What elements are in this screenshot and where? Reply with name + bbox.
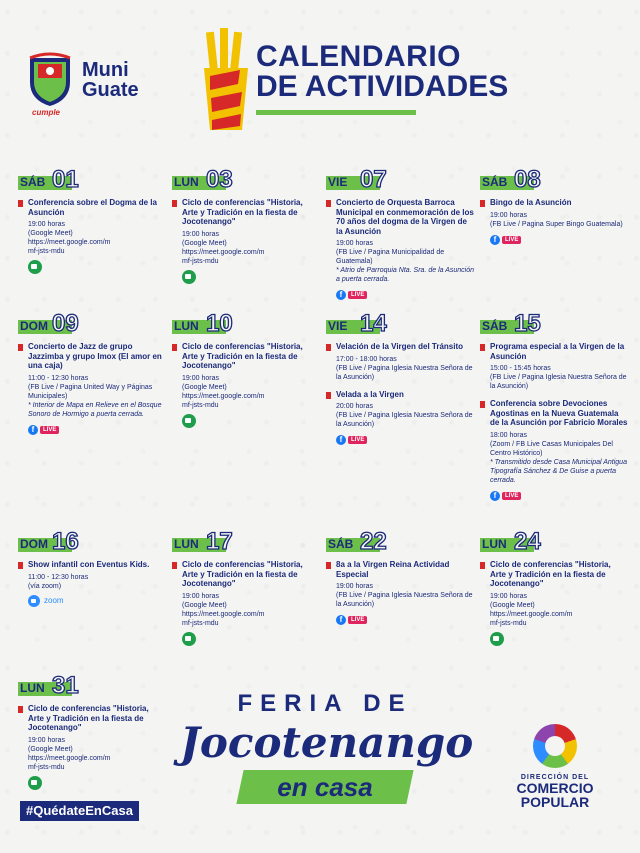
event-detail-line: * Interior de Mapa en Relieve en el Bosque Sonoro de Hormigo a puerta cerrada. xyxy=(28,401,162,418)
muniguate-shield-icon xyxy=(26,52,74,108)
event-detail-line: https://meet.google.com/m xyxy=(28,239,111,246)
brand-cumple: cumple xyxy=(32,108,61,117)
event-title: Velada a la Virgen xyxy=(336,389,404,399)
event-item xyxy=(326,342,474,382)
event-item xyxy=(18,704,166,795)
dcp-line3: POPULAR xyxy=(520,794,590,810)
event-detail-line: 19:00 horas xyxy=(490,211,527,219)
live-label: LIVE xyxy=(348,436,367,444)
event-details xyxy=(336,239,474,284)
event-item xyxy=(326,198,474,302)
event-item xyxy=(18,198,166,279)
bullet-marker xyxy=(172,344,177,351)
google-meet-icon xyxy=(182,270,196,284)
event-detail-line: mf-jsts-mdu xyxy=(182,257,219,265)
day-block xyxy=(18,166,166,279)
event-detail-line: 11:00 - 12:30 horas xyxy=(28,374,89,382)
event-title: Ciclo de conferencias "Historia, Arte y Tradición en la fiesta de Jocotenango" xyxy=(28,704,149,732)
bullet-marker xyxy=(18,706,23,713)
event-detail-line: 19:00 horas xyxy=(28,221,65,228)
event-detail-line: 20:00 horas xyxy=(336,403,373,410)
day-label: SÁB xyxy=(482,319,508,333)
brand-muni: Muni xyxy=(82,59,129,81)
live-label: LIVE xyxy=(40,426,59,434)
zoom-badge xyxy=(28,595,64,607)
day-header xyxy=(18,166,166,193)
day-header xyxy=(326,528,474,555)
day-number: 09 xyxy=(52,310,79,337)
event-details xyxy=(490,364,628,391)
feria-line3-bg xyxy=(236,770,413,804)
feria-line1: FERIA DE xyxy=(237,690,413,717)
event-detail-line: https://meet.google.com/m xyxy=(182,610,265,618)
day-header xyxy=(480,310,628,337)
facebook-live-badge xyxy=(490,491,521,501)
event-title: Concierto de Jazz de grupo Jazzimba y grupo Imox (El amor en una caja) xyxy=(28,342,162,370)
feria-line3: en casa xyxy=(277,772,373,802)
day-number: 31 xyxy=(52,672,79,699)
live-label: LIVE xyxy=(502,236,521,244)
facebook-live-badge xyxy=(28,425,59,435)
title-line1: CALENDARIO xyxy=(256,40,461,73)
event-detail-line: (Google Meet) xyxy=(182,383,227,391)
title-line2: DE ACTIVIDADES xyxy=(256,70,509,103)
day-number: 16 xyxy=(52,528,79,555)
facebook-icon: f xyxy=(336,615,346,625)
event-detail-line: 19:00 horas xyxy=(182,230,219,238)
day-number: 24 xyxy=(514,528,541,555)
event-details xyxy=(28,220,166,256)
bullet-marker xyxy=(172,200,177,207)
title-underline xyxy=(256,110,416,115)
day-label: DOM xyxy=(20,319,48,333)
day-label: LUN xyxy=(482,537,507,551)
live-label: LIVE xyxy=(348,291,367,299)
event-title: Ciclo de conferencias "Historia, Arte y Tradición en la fiesta de Jocotenango" xyxy=(182,198,303,226)
day-header xyxy=(18,528,166,555)
event-detail-line: https://meet.google.com/m xyxy=(182,248,265,256)
event-detail-line: (Google Meet) xyxy=(490,601,535,609)
event-item xyxy=(326,560,474,627)
day-block xyxy=(172,528,320,651)
facebook-icon: f xyxy=(336,290,346,300)
day-block xyxy=(18,528,166,612)
zoom-icon xyxy=(28,595,40,607)
event-item xyxy=(480,198,628,247)
event-details xyxy=(336,402,474,429)
day-label: LUN xyxy=(20,681,45,695)
day-number: 14 xyxy=(360,310,387,337)
bullet-marker xyxy=(326,562,331,569)
event-detail-line: (FB Live / Pagina Municipalidad de Guatemala) xyxy=(336,249,445,265)
event-details xyxy=(490,592,628,628)
event-detail-line: (FB Live / Pagina United Way y Páginas Municipales) xyxy=(28,383,153,400)
fries-icon xyxy=(200,28,252,132)
event-detail-line: (Google Meet) xyxy=(28,745,73,753)
event-details xyxy=(490,431,628,485)
event-detail-line: (Google Meet) xyxy=(28,230,73,237)
day-block xyxy=(480,310,628,503)
event-details xyxy=(336,355,474,382)
live-label: LIVE xyxy=(502,492,521,500)
feria-line2: Jocotenango xyxy=(180,718,474,767)
zoom-label: zoom xyxy=(44,596,64,605)
event-details xyxy=(28,736,166,772)
event-detail-line: https://meet.google.com/m xyxy=(490,610,573,618)
event-title: Velación de la Virgen del Tránsito xyxy=(336,342,464,351)
event-title: Ciclo de conferencias "Historia, Arte y Tradición en la fiesta de Jocotenango" xyxy=(182,560,303,588)
bullet-marker xyxy=(480,344,485,351)
google-meet-icon xyxy=(28,776,42,790)
event-detail-line: 11:00 - 12:30 horas xyxy=(28,573,89,581)
event-detail-line: * Atrio de Parroquia Nta. Sra. de la Asunción a puerta cerrada. xyxy=(336,267,475,283)
event-item xyxy=(480,560,628,651)
event-detail-line: 17:00 - 18:00 horas xyxy=(336,355,397,363)
day-label: SÁB xyxy=(20,175,46,189)
event-item xyxy=(480,342,628,391)
day-block xyxy=(18,310,166,437)
event-detail-line: (Google Meet) xyxy=(182,601,227,609)
day-number: 10 xyxy=(206,310,233,337)
day-label: SÁB xyxy=(328,537,354,551)
event-detail-line: (FB Live / Pagina Iglesia Nuestra Señora de la Asunción) xyxy=(336,592,473,608)
event-title: Bingo de la Asunción xyxy=(490,198,572,207)
day-header xyxy=(18,310,166,337)
event-title: Show infantil con Eventus Kids. xyxy=(28,560,150,569)
day-header xyxy=(18,672,166,699)
facebook-icon: f xyxy=(28,425,38,435)
event-item xyxy=(172,560,320,651)
event-item xyxy=(18,560,166,612)
event-detail-line: * Transmitido desde Casa Municipal Antigua Tipografía Sánchez & De Guise a puerta cerrada. xyxy=(490,458,627,484)
event-title: Concierto de Orquesta Barroca Municipal en conmemoración de los 70 años del dogma de la Virgen de la Asunción xyxy=(336,198,474,236)
bullet-marker xyxy=(18,562,23,569)
event-details xyxy=(182,592,320,628)
event-detail-line: mf-jsts-mdu xyxy=(182,401,219,409)
day-block xyxy=(480,528,628,651)
dcp-line1: DIRECCIÓN DEL xyxy=(520,774,590,781)
event-detail-line: 15:00 - 15:45 horas xyxy=(490,365,551,372)
day-header xyxy=(480,166,628,193)
event-detail-line: (FB Live / Pagina Iglesia Nuestra Señora de la Asunción) xyxy=(490,374,627,390)
event-item xyxy=(18,342,166,437)
page-title xyxy=(256,42,516,115)
day-number: 08 xyxy=(514,166,541,193)
event-title: Ciclo de conferencias "Historia, Arte y Tradición en la fiesta de Jocotenango" xyxy=(182,342,303,370)
bullet-marker xyxy=(480,562,485,569)
bullet-marker xyxy=(326,200,331,207)
event-item xyxy=(326,390,474,448)
bullet-marker xyxy=(480,401,485,408)
dcp-logo xyxy=(500,724,610,809)
dcp-ring-icon xyxy=(533,724,577,768)
event-detail-line: (FB Live / Pagina Iglesia Nuestra Señora de la Asunción) xyxy=(336,412,473,428)
event-details xyxy=(182,374,320,410)
facebook-live-badge xyxy=(336,615,367,625)
day-block xyxy=(326,166,474,302)
day-header xyxy=(480,528,628,555)
day-label: VIE xyxy=(328,175,348,189)
event-detail-line: 19:00 horas xyxy=(182,374,219,382)
day-block xyxy=(18,672,166,795)
day-header xyxy=(326,310,474,337)
event-item xyxy=(480,399,628,503)
event-detail-line: 19:00 horas xyxy=(182,592,219,600)
event-title: Conferencia sobre el Dogma de la Asunción xyxy=(28,198,157,217)
event-detail-line: 19:00 horas xyxy=(28,736,65,744)
facebook-live-badge xyxy=(336,290,367,300)
day-number: 01 xyxy=(52,166,79,193)
bullet-marker xyxy=(326,344,331,351)
day-header xyxy=(326,166,474,193)
live-label: LIVE xyxy=(348,616,367,624)
event-detail-line: 19:00 horas xyxy=(336,583,373,590)
event-details xyxy=(336,582,474,609)
day-label: LUN xyxy=(174,175,199,189)
bullet-marker xyxy=(172,562,177,569)
event-detail-line: 19:00 horas xyxy=(490,592,527,600)
bullet-marker xyxy=(18,344,23,351)
event-detail-line: (FB Live / Pagina Iglesia Nuestra Señora de la Asunción) xyxy=(336,364,473,381)
event-item xyxy=(172,342,320,433)
day-header xyxy=(172,528,320,555)
google-meet-icon xyxy=(490,632,504,646)
google-meet-icon xyxy=(182,632,196,646)
day-block xyxy=(480,166,628,247)
event-detail-line: mf-jsts-mdu xyxy=(490,619,527,627)
feria-banner xyxy=(180,690,474,804)
event-detail-line: mf-jsts-mdu xyxy=(182,619,219,627)
bullet-marker xyxy=(326,392,331,399)
facebook-icon: f xyxy=(490,491,500,501)
event-detail-line: (Zoom / FB Live Casas Municipales Del Centro Histórico) xyxy=(490,440,613,457)
event-detail-line: (Google Meet) xyxy=(182,239,227,247)
event-detail-line: 19:00 horas xyxy=(336,240,373,247)
event-detail-line: (FB Live / Pagina Super Bingo Guatemala) xyxy=(490,220,623,228)
day-number: 17 xyxy=(206,528,233,555)
day-block xyxy=(172,310,320,433)
event-detail-line: mf-jsts-mdu xyxy=(28,763,65,771)
event-details xyxy=(28,573,166,591)
facebook-icon: f xyxy=(336,435,346,445)
dcp-line2: COMERCIO xyxy=(516,780,594,796)
event-detail-line: (vía zoom) xyxy=(28,582,62,590)
day-label: VIE xyxy=(328,319,348,333)
event-details xyxy=(490,211,628,229)
brand-name xyxy=(82,60,139,100)
day-label: LUN xyxy=(174,537,199,551)
event-title: Ciclo de conferencias "Historia, Arte y Tradición en la fiesta de Jocotenango" xyxy=(490,560,611,588)
facebook-icon: f xyxy=(490,235,500,245)
day-number: 15 xyxy=(514,310,541,337)
event-title: 8a a la Virgen Reina Actividad Especial xyxy=(336,560,450,579)
day-number: 03 xyxy=(206,166,233,193)
event-detail-line: https://meet.google.com/m xyxy=(28,754,111,762)
bullet-marker xyxy=(18,200,23,207)
day-header xyxy=(172,166,320,193)
facebook-live-badge xyxy=(490,235,521,245)
event-detail-line: https://meet.google.com/m xyxy=(182,392,265,400)
day-label: DOM xyxy=(20,537,48,551)
event-details xyxy=(182,230,320,266)
day-block xyxy=(326,528,474,627)
day-header xyxy=(172,310,320,337)
event-title: Conferencia sobre Devociones Agostinas en la Nueva Guatemala de la Asunción por Fabricio Morales xyxy=(490,399,628,427)
google-meet-icon xyxy=(28,260,42,274)
day-label: SÁB xyxy=(482,175,508,189)
event-details xyxy=(28,374,166,419)
facebook-live-badge xyxy=(336,435,367,445)
muniguate-logo xyxy=(26,52,176,122)
day-block xyxy=(172,166,320,289)
event-detail-line: mf-jsts-mdu xyxy=(28,248,65,255)
google-meet-icon xyxy=(182,414,196,428)
day-number: 22 xyxy=(360,528,387,555)
day-label: LUN xyxy=(174,319,199,333)
bullet-marker xyxy=(480,200,485,207)
day-block xyxy=(326,310,474,447)
event-item xyxy=(172,198,320,289)
event-title: Programa especial a la Virgen de la Asunción xyxy=(490,342,625,361)
hashtag-badge: #QuédateEnCasa xyxy=(20,801,139,821)
day-number: 07 xyxy=(360,166,387,193)
event-detail-line: 18:00 horas xyxy=(490,431,527,439)
brand-guate: Guate xyxy=(82,79,139,101)
